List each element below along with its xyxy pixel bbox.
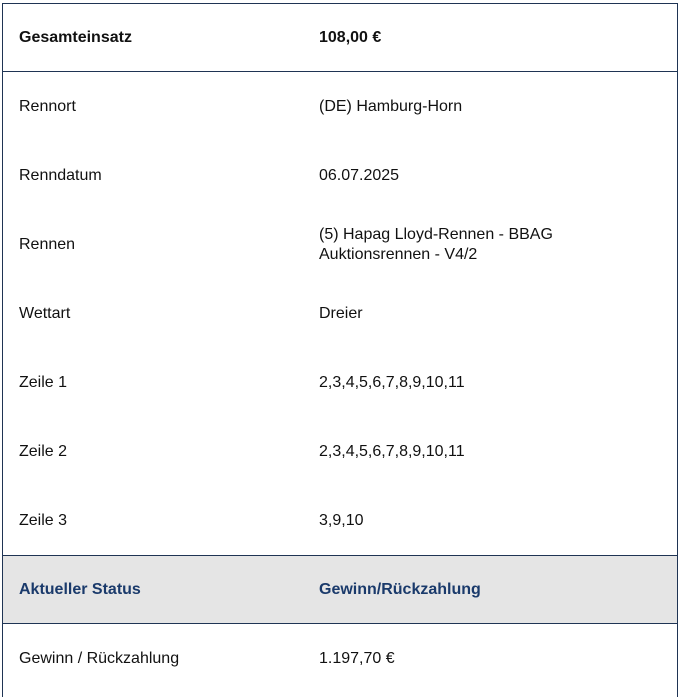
detail-label: Zeile 1: [19, 373, 68, 391]
total-stake-value: 108,00 €: [319, 28, 382, 46]
detail-label: Rennen: [19, 235, 76, 253]
total-stake-label: Gesamteinsatz: [19, 28, 132, 46]
detail-label: Rennort: [19, 97, 76, 115]
detail-row-wettart: [3, 279, 677, 348]
detail-label: Zeile 2: [19, 442, 68, 460]
detail-row-zeile-2: [3, 417, 677, 486]
result-row: [3, 624, 677, 693]
detail-value: 2,3,4,5,6,7,8,9,10,11: [319, 442, 465, 460]
status-label: Aktueller Status: [19, 580, 141, 598]
detail-label: Renndatum: [19, 166, 102, 184]
bet-details-table: [2, 3, 678, 697]
detail-value: (5) Hapag Lloyd-Rennen - BBAG Auktionsrennen - V4/2: [319, 225, 553, 263]
detail-row-rennort: [3, 72, 677, 141]
detail-row-zeile-1: [3, 348, 677, 417]
detail-value: 06.07.2025: [319, 166, 400, 184]
detail-row-renndatum: [3, 141, 677, 210]
detail-row-zeile-3: [3, 486, 677, 555]
detail-value: 3,9,10: [319, 511, 364, 529]
result-label: Gewinn / Rückzahlung: [19, 649, 180, 667]
detail-label: Wettart: [19, 304, 71, 322]
detail-row-rennen: [3, 210, 677, 279]
detail-value: 2,3,4,5,6,7,8,9,10,11: [319, 373, 465, 391]
status-header-row: [3, 555, 677, 624]
detail-label: Zeile 3: [19, 511, 68, 529]
detail-value: Dreier: [319, 304, 363, 322]
detail-value: (DE) Hamburg-Horn: [319, 97, 463, 115]
status-value: Gewinn/Rückzahlung: [319, 580, 481, 598]
total-stake-row: [3, 3, 677, 72]
result-value: 1.197,70 €: [319, 649, 395, 667]
